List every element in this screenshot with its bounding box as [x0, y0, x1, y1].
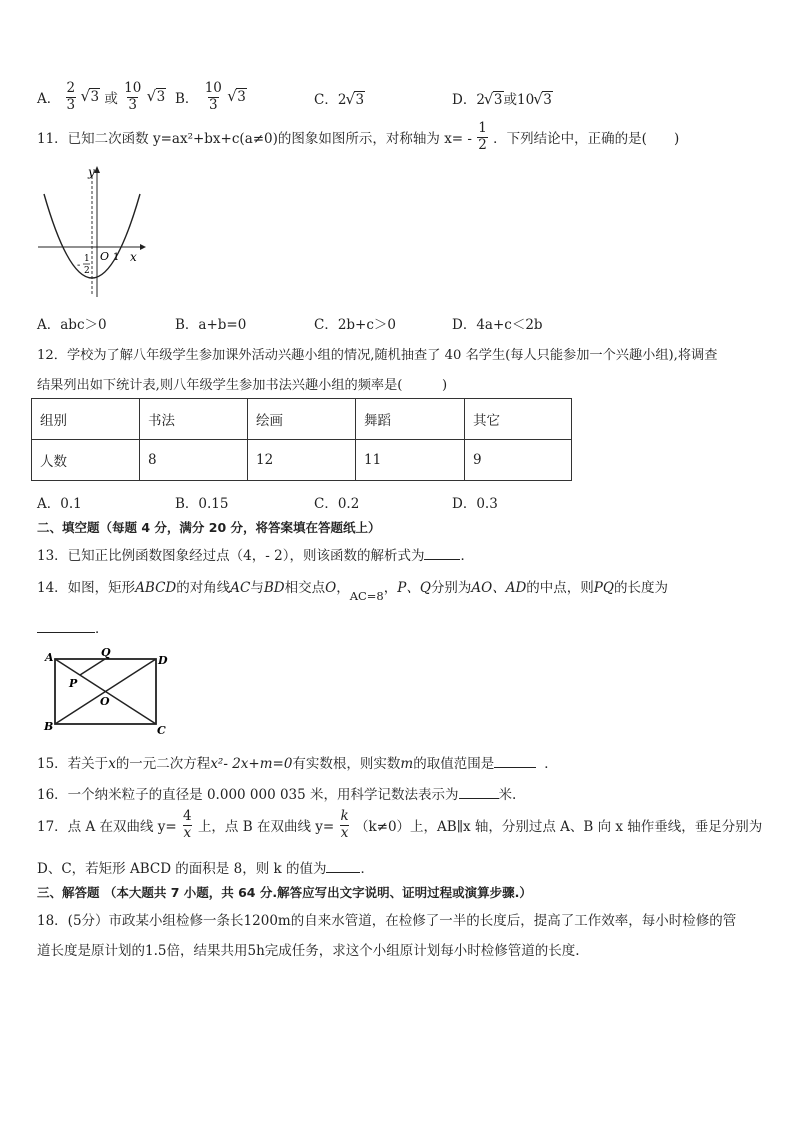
q14-answer-line: ． [37, 617, 109, 637]
x-axis-arrow-icon [140, 244, 146, 250]
table-cell: 8 [140, 440, 248, 481]
table-cell: 其它 [465, 399, 572, 440]
q10-option-c: C．2√ 3 [314, 88, 365, 108]
answer-blank [424, 559, 460, 560]
x-label: x [130, 250, 137, 264]
q10-option-b: B． $\frac{10}{3}$ √ 3 [175, 82, 247, 112]
q10-option-a: A． $\frac{2}{3}$ √ 3 或 $\frac{10}{3}$ √ 3 [37, 82, 166, 112]
rectangle-figure [42, 648, 172, 738]
q18-line1: 18．(5分）市政某小组检修一条长1200m的自来水管道，在检修了一半的长度后，提高了工作效率，每小时检修的管 [37, 913, 737, 929]
y-axis-arrow-icon [94, 166, 100, 173]
q12-option-a: A．0.1 [37, 496, 82, 512]
q11-stem: 11．已知二次函数 y=ax²+bx+c(a≠0)的图象如图所示，对称轴为 x= - $\frac{1}{2}$ ．下列结论中，正确的是( ) [37, 120, 680, 153]
fraction: $\frac{4}{x}$ [183, 808, 192, 841]
q11-option-c: C．2b+c＞0 [314, 317, 397, 333]
table-cell: 人数 [32, 440, 140, 481]
answer-blank [37, 632, 95, 633]
q18-line2: 道长度是原计划的1.5倍，结果共用5h完成任务，求这个小组原计划每小时检修管道的长度. [37, 943, 580, 959]
label-d: D [158, 654, 168, 667]
label-p: P [69, 677, 78, 690]
table-cell: 11 [356, 440, 465, 481]
q12-option-d: D．0.3 [452, 496, 498, 512]
segment-pq [80, 659, 105, 675]
y-label: y [88, 165, 95, 179]
section3-heading: 三、解答题 （本大题共 7 小题，共 64 分.解答应写出文字说明、证明过程或演算步骤.） [37, 885, 532, 900]
sqrt: √ 3 [534, 92, 553, 108]
fraction: $\frac{10}{3}$ [204, 80, 222, 113]
table-cell: 组别 [32, 399, 140, 440]
table-cell: 12 [248, 440, 356, 481]
fraction: $\frac{2}{3}$ [66, 80, 76, 113]
answer-blank [494, 767, 536, 768]
answer-blank [326, 872, 360, 873]
label-o: O [100, 695, 110, 708]
q11-option-a: A．abc＞0 [37, 317, 107, 333]
q14-stem: 14．如图，矩形ABCD的对角线AC与BD相交点O，AC=8，P、Q分别为AO、AD的中点，则PQ的长度为 [37, 580, 668, 603]
table-cell: 9 [465, 440, 572, 481]
q13: 13．已知正比例函数图象经过点（4，- 2），则该函数的解析式为 ． [37, 548, 474, 564]
sqrt: √ 3 [228, 89, 247, 105]
q10-option-a-label: A． [37, 91, 61, 107]
q17-line1: 17．点 A 在双曲线 y= $\frac{4}{x}$ 上，点 B 在双曲线 y= $\frac{k}{x}$ （k≠0）上，AB∥x 轴，分别过点 A、B 向 x 轴作垂线，垂足分别为 [37, 808, 763, 841]
table-cell: 书法 [140, 399, 248, 440]
q10-option-d: D．2√ 3或10√ 3 [452, 88, 553, 108]
q11-option-b: B．a+b=0 [175, 317, 247, 333]
tick-den: 2 [84, 266, 90, 276]
sqrt: √ 3 [81, 89, 100, 105]
q17-line2: D、C，若矩形 ABCD 的面积是 8，则 k 的值为 ． [37, 861, 374, 877]
fraction: $\frac{1}{2}$ [478, 120, 487, 153]
q11-option-d: D．4a+c＜2b [452, 317, 543, 333]
sqrt: √ 3 [148, 89, 167, 105]
table-cell: 绘画 [248, 399, 356, 440]
q12-option-b: B．0.15 [175, 496, 229, 512]
sqrt: √ 3 [346, 92, 365, 108]
label-a: A [45, 651, 54, 664]
label-q: Q [101, 648, 111, 659]
sqrt: √ 3 [485, 92, 504, 108]
tick-num: 1 [84, 254, 90, 264]
fraction: $\frac{10}{3}$ [124, 80, 142, 113]
q12-line2: 结果列出如下统计表,则八年级学生参加书法兴趣小组的频率是( ) [37, 378, 448, 393]
table-row [32, 399, 572, 440]
stats-table [31, 398, 572, 481]
label-c: C [157, 724, 166, 737]
tick-sign: - [77, 260, 81, 271]
answer-blank [459, 798, 499, 799]
parabola-graph [36, 162, 146, 302]
section2-heading: 二、填空题（每题 4 分，满分 20 分，将答案填在答题纸上） [37, 520, 381, 535]
q12-option-c: C．0.2 [314, 496, 360, 512]
label-b: B [44, 720, 54, 733]
q16: 16．一个纳米粒子的直径是 0.000 000 035 米，用科学记数法表示为 米. [37, 787, 517, 803]
q12-line1: 12．学校为了解八年级学生参加课外活动兴趣小组的情况,随机抽查了 40 名学生(每人只能参加一个兴趣小组),将调查 [37, 348, 718, 363]
one-label: 1 [113, 252, 120, 263]
q15: 15．若关于x的一元二次方程x²- 2x+m=0有实数根，则实数m的取值范围是 ． [37, 756, 558, 772]
origin-label: O [100, 250, 110, 263]
table-row [32, 440, 572, 481]
table-cell: 舞蹈 [356, 399, 465, 440]
fraction: $\frac{k}{x}$ [340, 808, 349, 841]
